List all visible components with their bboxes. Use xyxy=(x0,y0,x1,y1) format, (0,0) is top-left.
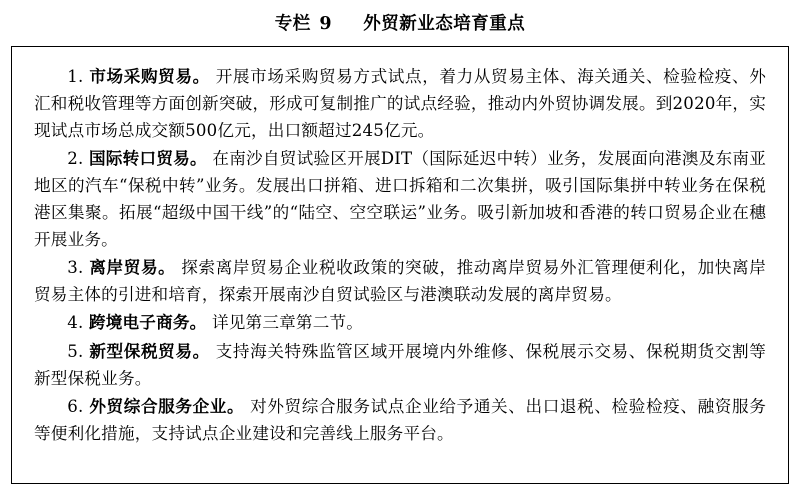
paragraph-index: 1. xyxy=(67,67,84,86)
paragraph xyxy=(34,254,766,309)
title-text: 外贸新业态培育重点 xyxy=(363,14,526,34)
paragraph-lead: 离岸贸易。 xyxy=(89,257,176,278)
paragraph-lead: 市场采购贸易。 xyxy=(89,66,210,86)
paragraph-lead: 跨境电子商务。 xyxy=(88,312,207,333)
paragraph-index: 3. xyxy=(67,258,84,278)
title-number: 9 xyxy=(319,14,333,34)
paragraph-index: 4. xyxy=(67,313,84,333)
paragraph xyxy=(34,145,766,254)
title-prefix: 专栏 xyxy=(274,14,311,34)
content-box xyxy=(11,46,789,484)
paragraph-lead: 新型保税贸易。 xyxy=(89,340,210,361)
page-title xyxy=(0,0,800,45)
paragraph-body: 探索离岸贸易企业税收政策的突破，推动离岸贸易外汇管理便利化，加快离岸贸易主体的引进和培育，探索开展南沙自贸试验区与港澳联动发展的离岸贸易。 xyxy=(34,258,767,304)
paragraph-index: 5. xyxy=(67,341,84,361)
paragraph-body: 详见第三章第二节。 xyxy=(211,313,364,333)
paragraph xyxy=(34,393,766,448)
paragraph-lead: 外贸综合服务企业。 xyxy=(89,396,245,416)
paragraph xyxy=(34,309,766,337)
paragraph-body: 开展市场采购贸易方式试点，着力从贸易主体、海关通关、检验检疫、外汇和税收管理等方面创新突破，形成可复制推广的试点经验，推动内外贸协调发展。到2020年，实现试点市场总成交额500亿元，出口额超过245亿元。 xyxy=(34,67,766,140)
paragraph-body: 在南沙自贸试验区开展DIT（国际延迟中转）业务，发展面向港澳及东南亚地区的汽车“保税中转”业务。发展出口拼箱、进口拆箱和二次集拼，吸引国际集拼中转业务在保税港区集聚。拓展“超级中国干线”的“陆空、空空联运”业务。吸引新加坡和香港的转口贸易企业在穗开展业务。 xyxy=(34,149,766,249)
paragraph xyxy=(34,63,766,145)
paragraph xyxy=(34,338,766,393)
paragraph-body: 支持海关特殊监管区域开展境内外维修、保税展示交易、保税期货交割等新型保税业务。 xyxy=(34,341,766,388)
paragraph-lead: 国际转口贸易。 xyxy=(88,148,207,169)
paragraph-body: 对外贸综合服务试点企业给予通关、出口退税、检验检疫、融资服务等便利化措施，支持试点企业建设和完善线上服务平台。 xyxy=(34,397,766,443)
paragraph-index: 2. xyxy=(67,149,84,169)
paragraph-index: 6. xyxy=(67,397,84,416)
